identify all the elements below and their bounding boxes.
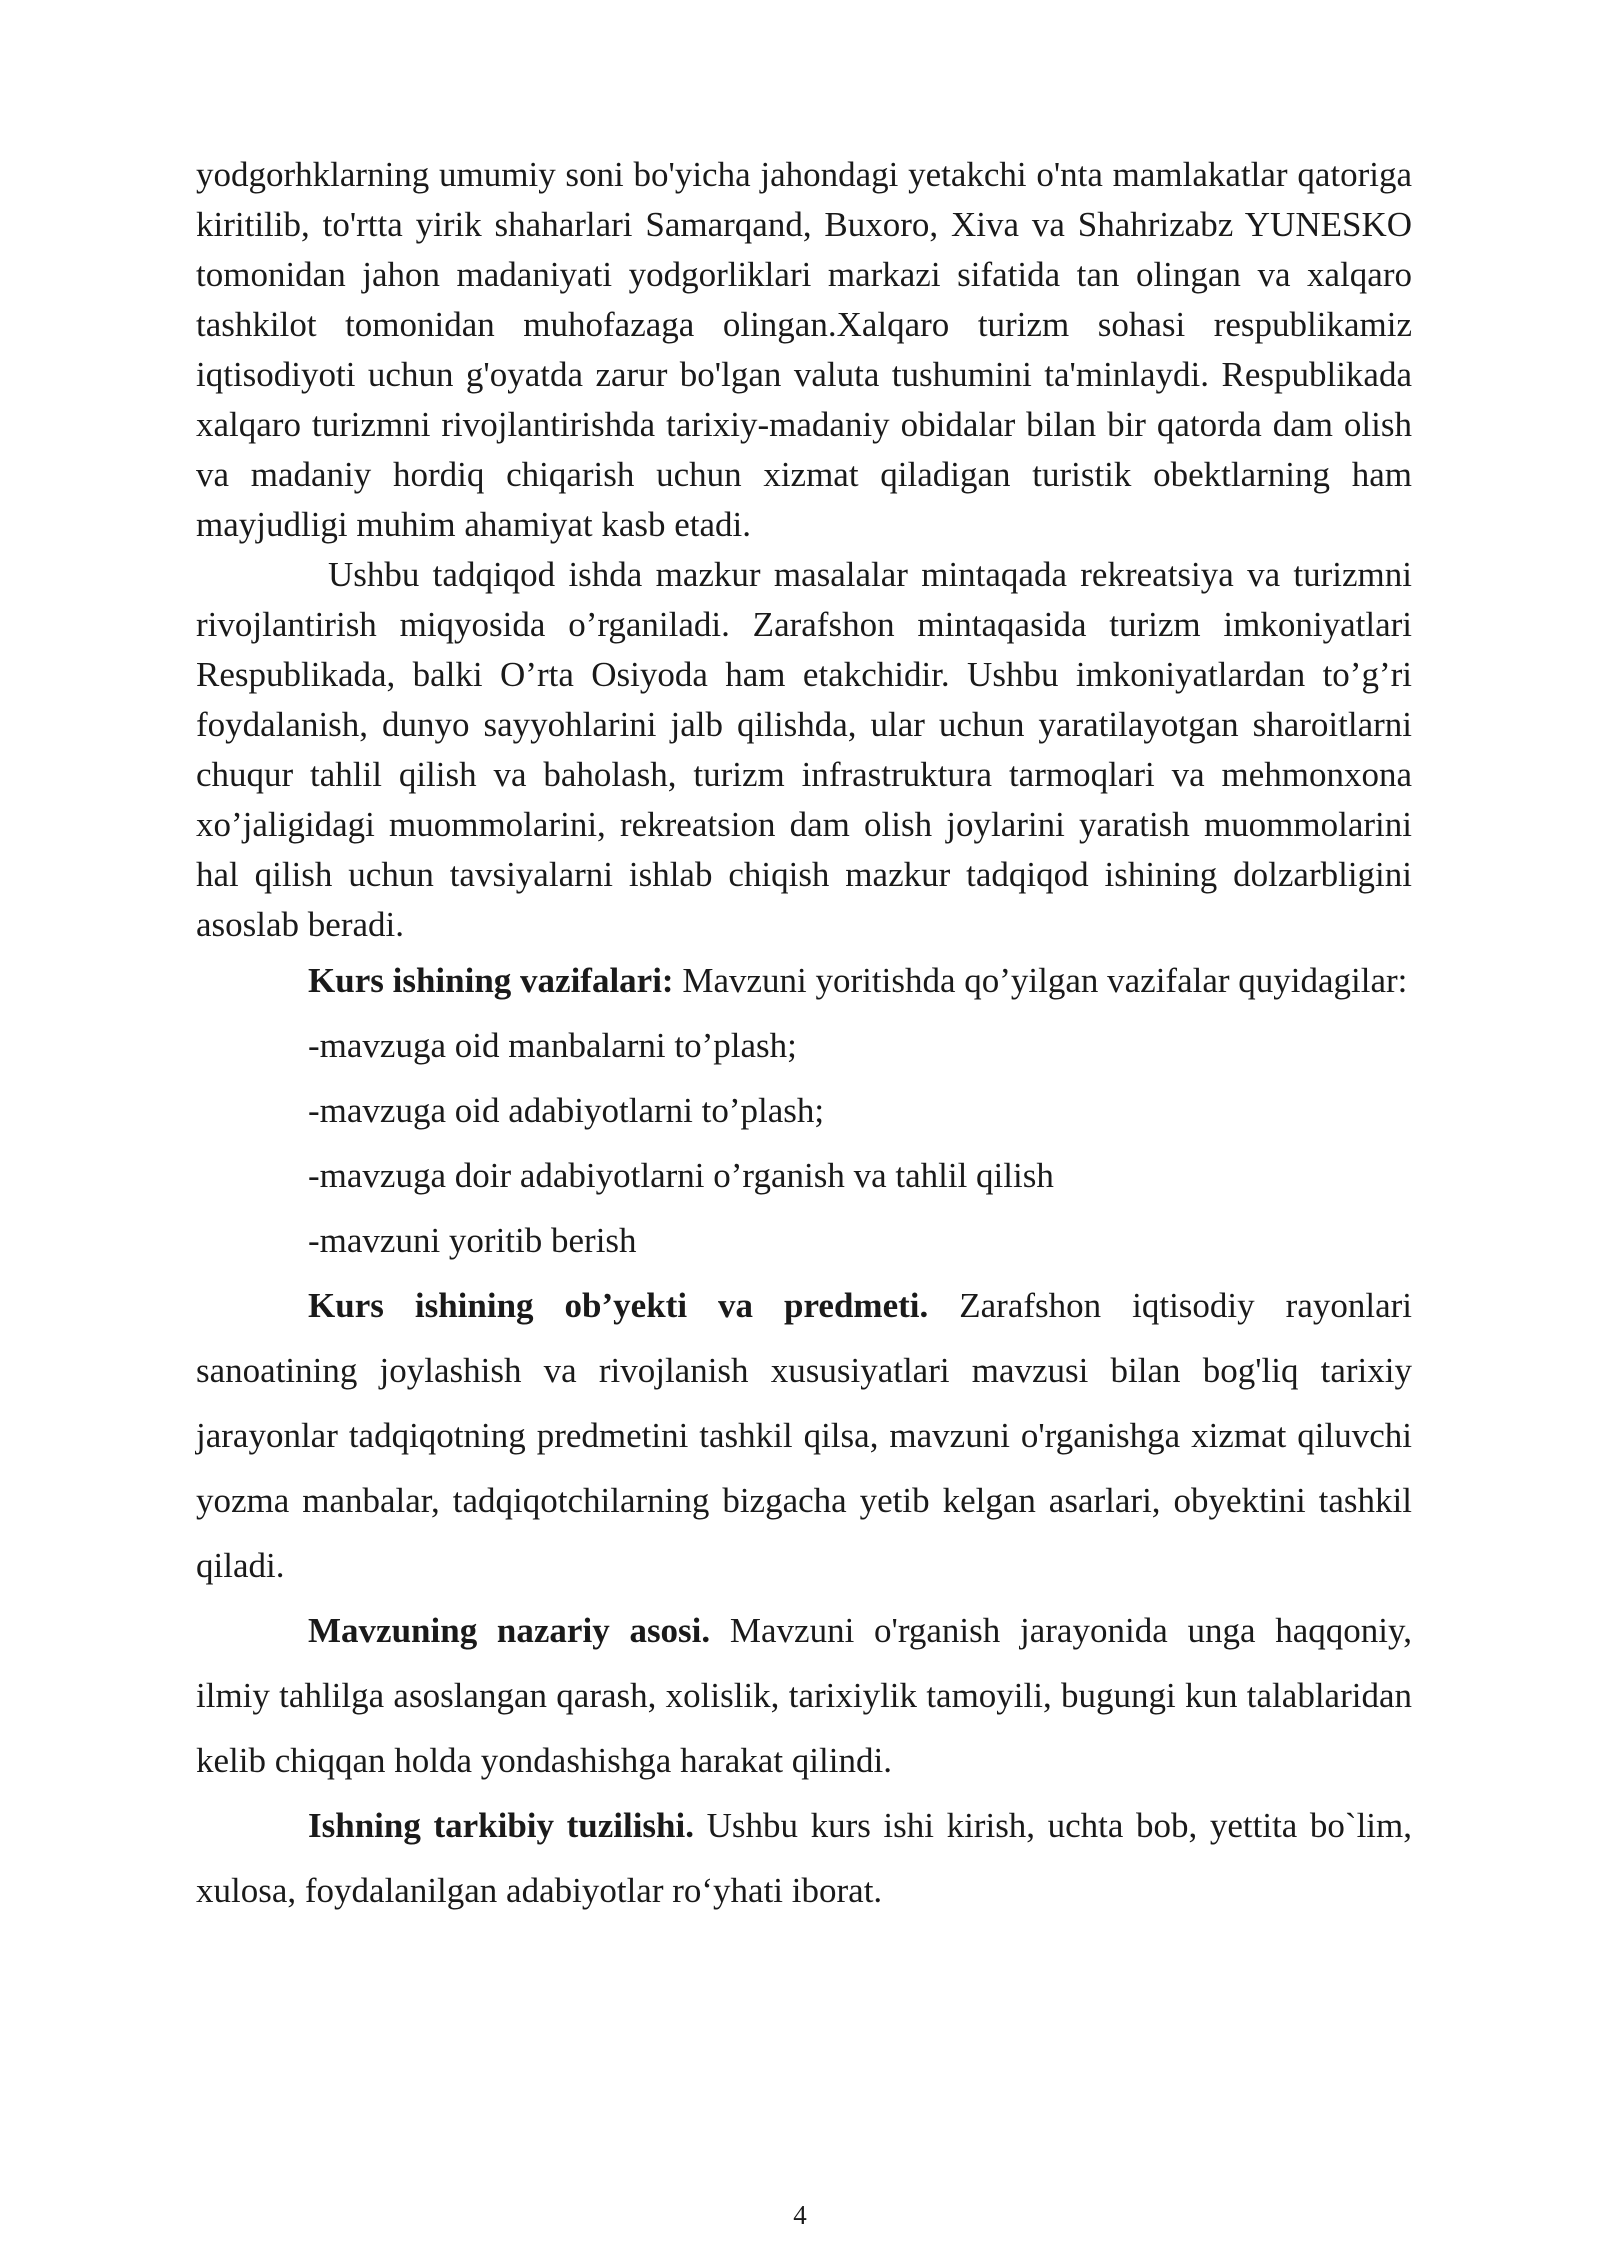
theory-text: Mavzuni o'rganish jarayonida unga haqqoniy, ilmiy tahlilga asoslangan qarash, xolislik, tarixiylik tamoyili, bugungi kun talablaridan kelib chiqqan holda yondashishga harakat qilindi. <box>196 1611 1412 1780</box>
paragraph-object <box>196 1273 1412 1598</box>
paragraph-tasks <box>196 948 1412 1013</box>
task-item-2: -mavzuga oid adabiyotlarni to’plash; <box>308 1091 825 1130</box>
paragraph-research: Ushbu tadqiqod ishda mazkur masalalar mintaqada rekreatsiya va turizmni rivojlantirish miqyosida o’rganiladi. Zarafshon mintaqasida turizm imkoniyatlari Respublikada, balki O’rta Osiyoda ham etakchidir. Ushbu imkoniyatlardan to’g’ri foydalanish, dunyo sayyohlarini jalb qilishda, ular uchun yaratilayotgan sharoitlarni chuqur tahlil qilish va baholash, turizm infrastruktura tarmoqlari va mehmonxona xo’jaligidagi muommolarini, rekreatsion dam olish joylarini yaratish muommolarini hal qilish uchun tavsiyalarni ishlab chiqish mazkur tadqiqod ishining dolzarbligini asoslab beradi. <box>196 555 1412 944</box>
body-text-bottom <box>196 948 1412 1923</box>
paragraph-structure <box>196 1793 1412 1923</box>
tasks-text: Mavzuni yoritishda qo’yilgan vazifalar quyidagilar: <box>673 961 1408 1000</box>
page-number: 4 <box>793 2200 807 2230</box>
paragraph-intro: yodgorhklarning umumiy soni bo'yicha jahondagi yetakchi o'nta mamlakatlar qatoriga kiritilib, to'rtta yirik shaharlari Samarqand, Buxoro, Xiva va Shahrizabz YUNESKO tomonidan jahon madaniyati yodgorliklari markazi sifatida tan olingan va xalqaro tashkilot tomonidan muhofazaga olingan.Xalqaro turizm sohasi respublikamiz iqtisodiyoti uchun g'oyatda zarur bo'lgan valuta tushumini ta'minlaydi. Respublikada xalqaro turizmni rivojlantirishda tarixiy-madaniy obidalar bilan bir qatorda dam olish va madaniy hordiq chiqarish uchun xizmat qiladigan turistik obektlarning ham mayjudligi muhim ahamiyat kasb etadi. <box>196 155 1412 544</box>
task-item-4: -mavzuni yoritib berish <box>308 1221 637 1260</box>
theory-heading: Mavzuning nazariy asosi. <box>308 1611 711 1650</box>
tasks-heading: Kurs ishining vazifalari: <box>308 961 674 1000</box>
object-text: Zarafshon iqtisodiy rayonlari sanoatining joylashish va rivojlanish xususiyatlari mavzusi bilan bog'liq tarixiy jarayonlar tadqiqotning predmetini tashkil qilsa, mavzuni o'rganishga xizmat qiluvchi yozma manbalar, tadqiqotchilarning bizgacha yetib kelgan asarlari, obyektini tashkil qiladi. <box>196 1286 1412 1585</box>
structure-heading: Ishning tarkibiy tuzilishi. <box>308 1806 694 1845</box>
paragraph-theory <box>196 1598 1412 1793</box>
task-item-1: -mavzuga oid manbalarni to’plash; <box>308 1026 797 1065</box>
structure-text: Ushbu kurs ishi kirish, uchta bob, yettita bo`lim, xulosa, foydalanilgan adabiyotlar ro‘yhati iborat. <box>196 1806 1412 1910</box>
body-text-top <box>196 150 1412 950</box>
object-heading: Kurs ishining ob’yekti va predmeti. <box>308 1286 929 1325</box>
task-item-3: -mavzuga doir adabiyotlarni o’rganish va tahlil qilish <box>308 1156 1054 1195</box>
